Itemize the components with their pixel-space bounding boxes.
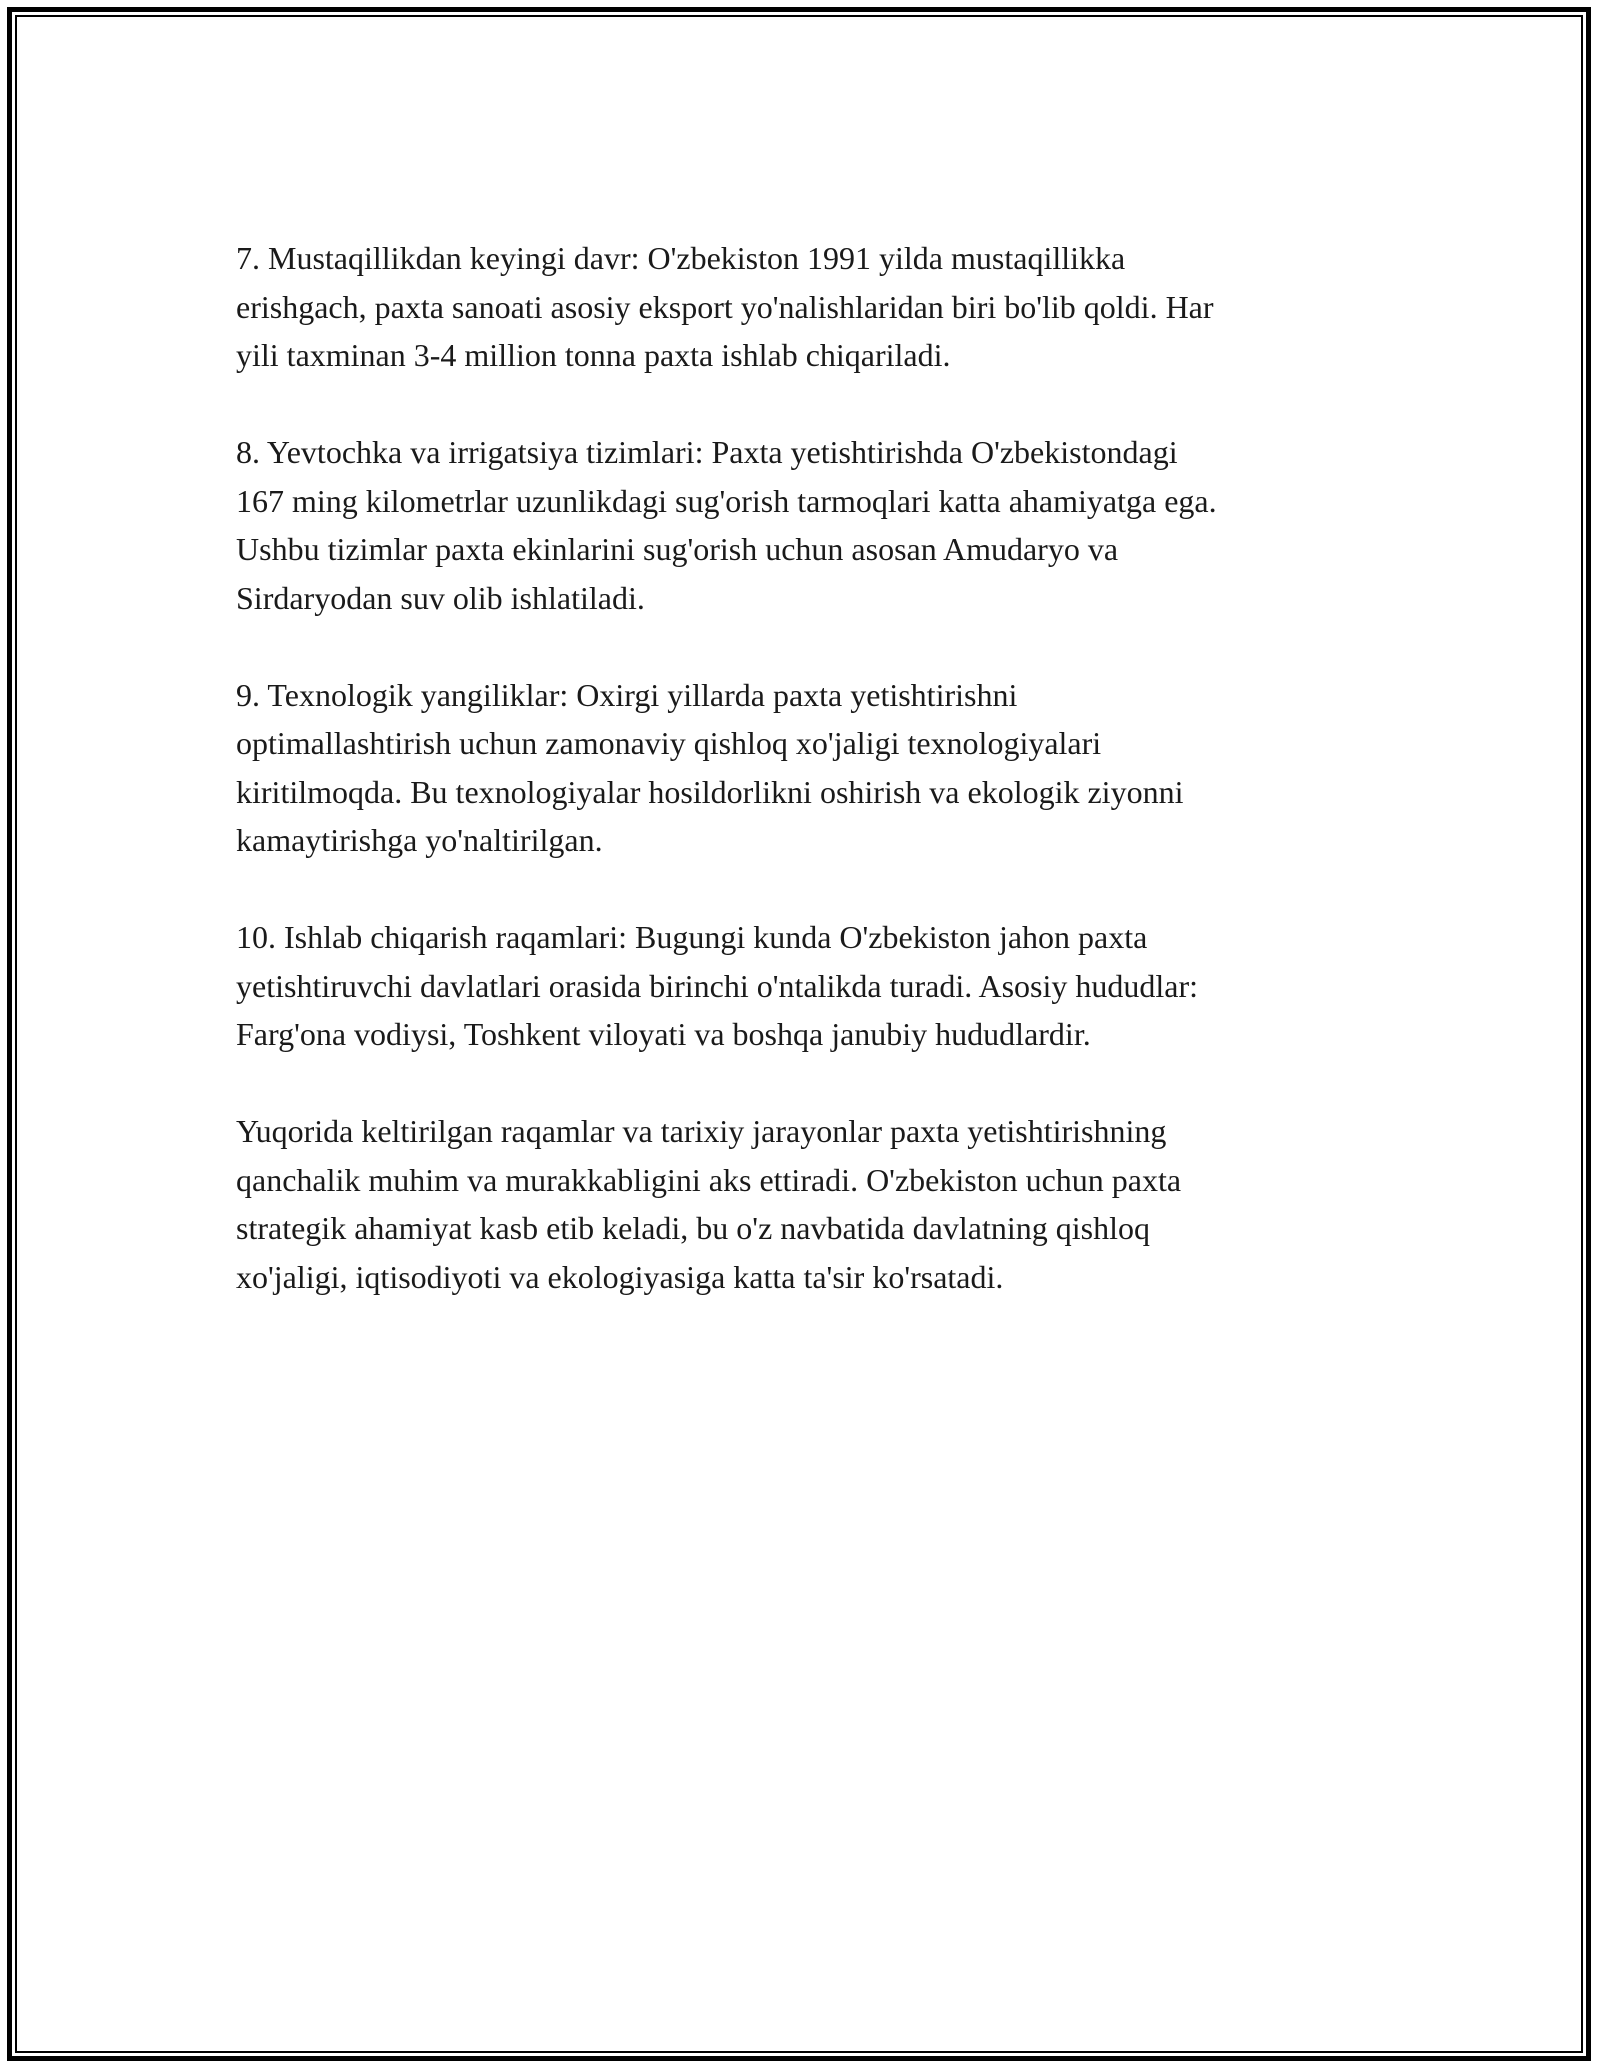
- paragraph-production-figures: 10. Ishlab chiqarish raqamlari: Bugungi kunda O'zbekiston jahon paxta yetishtiruvchi davlatlari orasida birinchi o'ntalikda turadi. Asosiy hududlar: Farg'ona vodiysi, Toshkent viloyati va boshqa janubiy hududlardir.: [236, 919, 1198, 1052]
- paragraph-conclusion: Yuqorida keltirilgan raqamlar va tarixiy jarayonlar paxta yetishtirishning qanchalik muhim va murakkabligini aks ettiradi. O'zbekiston uchun paxta strategik ahamiyat kasb etib keladi, bu o'z navbatida davlatning qishloq xo'jaligi, iqtisodiyoti va ekologiyasiga katta ta'sir ko'rsatadi.: [236, 1113, 1182, 1295]
- paragraph-technology-innovations: 9. Texnologik yangiliklar: Oxirgi yillarda paxta yetishtirishni optimallashtirish uchun zamonaviy qishloq xo'jaligi texnologiyalari kiritilmoqda. Bu texnologiyalar hosildorlikni oshirish va ekologik ziyonni kamaytirishga yo'naltirilgan.: [236, 676, 1184, 858]
- paragraph-irrigation-systems: 8. Yevtochka va irrigatsiya tizimlari: Paxta yetishtirishda O'zbekistondagi 167 ming kilometrlar uzunlikdagi sug'orish tarmoqlari katta ahamiyatga ega. Ushbu tizimlar paxta ekinlarini sug'orish uchun asosan Amudaryo va Sirdaryodan suv olib ishlatiladi.: [236, 434, 1217, 616]
- document-body: [236, 234, 1371, 1350]
- paragraph-independence-period: 7. Mustaqillikdan keyingi davr: O'zbekiston 1991 yilda mustaqillikka erishgach, paxta sanoati asosiy eksport yo'nalishlaridan biri bo'lib qoldi. Har yili taxminan 3-4 million tonna paxta ishlab chiqariladi.: [236, 240, 1214, 373]
